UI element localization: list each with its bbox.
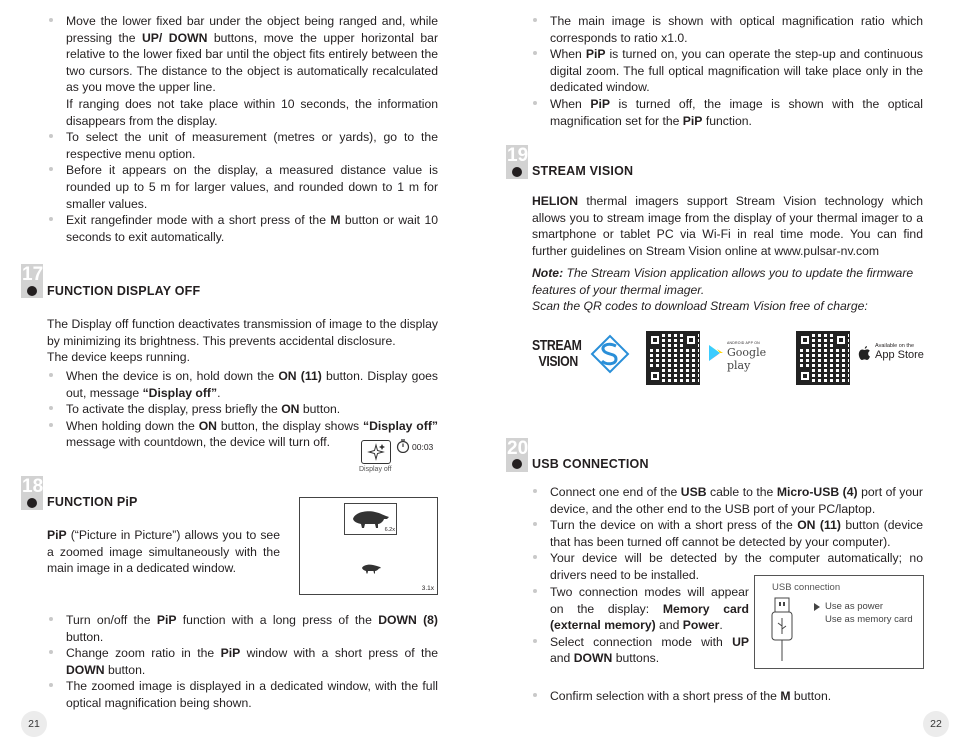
usb-modes-list	[531, 584, 749, 667]
page-number-right: 22	[923, 711, 949, 737]
bold-text: M	[330, 213, 341, 228]
bold-text: UP/ DOWN	[141, 30, 208, 45]
text-run: To select the unit of measurement (metres or yards), go to the respective menu option.	[66, 130, 438, 161]
google-play-icon	[708, 344, 724, 362]
display-off-intro-text: The Display off function deactivates transmission of image to the display by minimizing its brightness. This prevents accidental disclosure.	[47, 317, 438, 348]
bold-text: M	[780, 689, 791, 703]
text-run: The main image is shown with optical magnification ratio which corresponds to ratio x1.0.	[550, 14, 923, 45]
note-label: Note:	[532, 266, 564, 280]
display-off-icon	[361, 440, 391, 464]
pip-zoom-main: 3.1x	[421, 585, 434, 592]
text-run: If ranging does not take place within 10 seconds, the information disappears from the display.	[66, 96, 438, 128]
list-item	[47, 212, 438, 245]
section-18-number: 18	[21, 476, 43, 510]
list-item	[47, 645, 438, 678]
bold-text: UP	[732, 634, 749, 649]
bold-text: “Display off”	[363, 418, 438, 433]
bold-text: Memory card (external memory)	[550, 601, 749, 633]
scan-text: Scan the QR codes to download Stream Vision free of charge:	[532, 299, 868, 314]
section-19-title: STREAM VISION	[532, 164, 634, 178]
boar-icon	[359, 561, 383, 575]
logo-line-1: STREAM	[532, 337, 582, 354]
bold-text: PiP	[47, 528, 67, 542]
section-20-number: 20	[506, 438, 528, 472]
right-page	[485, 0, 969, 745]
list-item	[531, 688, 923, 705]
rangefinder-list	[47, 13, 438, 245]
list-item	[531, 13, 923, 46]
text-run: and	[655, 618, 683, 633]
usb-confirm-list	[531, 688, 923, 705]
apple-small-text: Available on the	[875, 343, 915, 349]
qr-code-ios[interactable]	[796, 331, 850, 385]
section-19-number: 19	[506, 145, 528, 179]
stream-vision-logo	[532, 338, 581, 370]
bold-text: PiP	[220, 646, 241, 661]
text-run: (“Picture in Picture”) allows you to see a zoomed image simultaneously with the main image in a dedicated window.	[47, 528, 280, 576]
bold-text: ON	[281, 402, 300, 417]
text-run: Exit rangefinder mode with a short press of the	[66, 213, 331, 228]
section-bullet-dot	[27, 498, 37, 508]
stream-vision-intro	[532, 193, 923, 259]
pip-continued-list	[531, 13, 923, 129]
text-run: message with countdown, the device will turn off.	[66, 435, 330, 450]
bold-text: DOWN (8)	[378, 613, 438, 627]
text-run: Select connection mode with	[550, 634, 733, 649]
bold-text: Power	[682, 618, 720, 633]
text-run: button.	[104, 662, 146, 677]
usb-list	[531, 484, 923, 584]
text-run: port of your device, and the other end to the USB port of your PC/laptop.	[550, 485, 923, 516]
list-item	[47, 162, 438, 212]
bold-text: DOWN	[66, 662, 105, 677]
list-item	[531, 96, 923, 129]
pip-intro	[47, 527, 280, 577]
list-item	[531, 517, 923, 550]
section-17-number: 17	[21, 264, 43, 298]
usb-screen-title: USB connection	[772, 582, 841, 593]
list-item	[531, 584, 749, 634]
text-run: Change zoom ratio in the	[66, 646, 221, 661]
text-run: .	[217, 385, 221, 400]
text-run: button. Display goes out, message	[66, 369, 438, 400]
list-item	[531, 634, 749, 667]
text-run: thermal imagers support Stream Vision technology which allows you to stream image from the display of your thermal imager to a smartphone or tablet PC via Wi-Fi in real time mode. You can find further guidelines on Stream Vision online at www.pulsar-nv.com	[532, 194, 923, 258]
text-run: is turned on, you can operate the step-up and continuous digital zoom. The full optical magnification will take place only in the dedicated window.	[550, 47, 923, 95]
list-item	[47, 129, 438, 162]
text-run: When the device is on, hold down the	[66, 369, 279, 383]
bold-text: HELION	[532, 194, 579, 208]
list-item	[531, 46, 923, 96]
page-number-left: 21	[21, 711, 47, 737]
display-off-caption: Display off	[359, 466, 392, 473]
usb-option-memory[interactable]: Use as memory card	[825, 614, 913, 625]
logo-line-2: VISION	[538, 353, 578, 370]
text-run: When	[550, 47, 586, 62]
usb-option-power[interactable]: Use as power	[825, 601, 884, 612]
bold-text: Micro-USB (4)	[776, 485, 858, 499]
stream-vision-s-icon	[588, 332, 633, 376]
section-17-title: FUNCTION DISPLAY OFF	[47, 284, 201, 298]
list-item	[531, 484, 923, 517]
google-small-text: ANDROID APP ON	[727, 341, 760, 345]
bold-text: DOWN	[573, 651, 613, 666]
text-run: When	[550, 96, 591, 111]
pip-illustration	[299, 497, 438, 595]
text-run: Two connection modes will appear on the display:	[550, 585, 749, 616]
text-run: Move the lower fixed bar under the object being ranged and, while pressing the	[66, 14, 438, 45]
bold-text: PiP	[590, 96, 610, 111]
text-run: Connect one end of the	[550, 485, 681, 499]
qr-code-android[interactable]	[646, 331, 700, 385]
bold-text: “Display off”	[142, 385, 218, 400]
text-run: and	[550, 651, 574, 666]
text-run: button.	[790, 689, 832, 703]
text-run: Before it appears on the display, a measured distance value is rounded up to 5 m for larger values, and rounded down to 1 m for smaller values.	[66, 163, 438, 211]
text-run: cable to the	[706, 485, 777, 499]
text-run: buttons.	[612, 651, 660, 666]
list-item	[47, 401, 438, 418]
section-18-title: FUNCTION PiP	[47, 495, 138, 509]
text-run: .	[719, 618, 723, 633]
google-play-label: Google play	[727, 346, 767, 372]
text-run: Turn on/off the	[66, 613, 157, 627]
section-bullet-dot	[512, 167, 522, 177]
text-run: function.	[702, 113, 752, 128]
bold-text: PiP	[156, 613, 177, 627]
text-run: button or wait 10 seconds to exit automatically.	[66, 213, 438, 244]
apple-icon	[858, 345, 871, 361]
section-bullet-dot	[27, 286, 37, 296]
bold-text: PiP	[682, 113, 703, 128]
timer-icon	[396, 439, 410, 453]
app-store-badge[interactable]	[858, 342, 928, 366]
display-off-intro	[47, 316, 438, 366]
bold-text: PiP	[585, 47, 606, 62]
text-run: buttons, move the upper horizontal bar relative to the lower fixed bar until the object fits entirely between the two cursors. The distance to the object is automatically recalculated as you move the upper line.	[66, 30, 439, 95]
bold-text: ON (11)	[278, 369, 322, 383]
left-page	[0, 0, 484, 745]
usb-plug-icon	[771, 596, 793, 662]
display-off-list	[47, 368, 438, 451]
text-run: button (device that has been turned off cannot be detected by your computer).	[550, 518, 923, 549]
text-run: button.	[299, 402, 341, 417]
list-item	[47, 368, 438, 401]
text-run: To activate the display, press briefly the	[66, 402, 282, 417]
text-run: window with a short press of the	[240, 646, 439, 661]
text-run: button, the display shows	[216, 418, 363, 433]
list-item	[47, 13, 438, 96]
text-run: button.	[66, 629, 104, 644]
list-item	[47, 612, 438, 645]
app-store-label: App Store	[875, 349, 924, 361]
text-run: Turn the device on with a short press of the	[550, 518, 798, 533]
usb-connection-screen	[754, 575, 924, 669]
note-text: The Stream Vision application allows you to update the firmware features of your thermal imager.	[532, 266, 914, 297]
list-item	[47, 678, 438, 711]
countdown-time: 00:03	[412, 442, 434, 452]
pip-list	[47, 612, 438, 712]
display-off-intro-text-2: The device keeps running.	[47, 350, 190, 365]
text-run: Your device will be detected by the computer automatically; no drivers need to be installed.	[550, 551, 923, 582]
section-bullet-dot	[512, 459, 522, 469]
section-20-title: USB CONNECTION	[532, 457, 649, 471]
bold-text: USB	[680, 485, 707, 499]
text-run: The zoomed image is displayed in a dedicated window, with the full optical magnification being shown.	[66, 679, 438, 710]
list-item	[47, 96, 438, 129]
text-run: When holding down the	[66, 418, 199, 433]
text-run: is turned off, the image is shown with the optical magnification set for the	[550, 96, 923, 128]
stream-vision-note	[532, 265, 923, 315]
pip-zoom-small: 6.2x	[384, 527, 395, 533]
text-run: function with a long press of the	[176, 613, 379, 627]
bold-text: ON (11)	[797, 518, 841, 533]
text-run: Confirm selection with a short press of the	[550, 689, 781, 703]
google-play-badge[interactable]	[708, 340, 790, 372]
bold-text: ON	[198, 418, 217, 433]
pip-zoom-window	[344, 503, 397, 535]
selection-arrow-icon	[814, 603, 820, 611]
